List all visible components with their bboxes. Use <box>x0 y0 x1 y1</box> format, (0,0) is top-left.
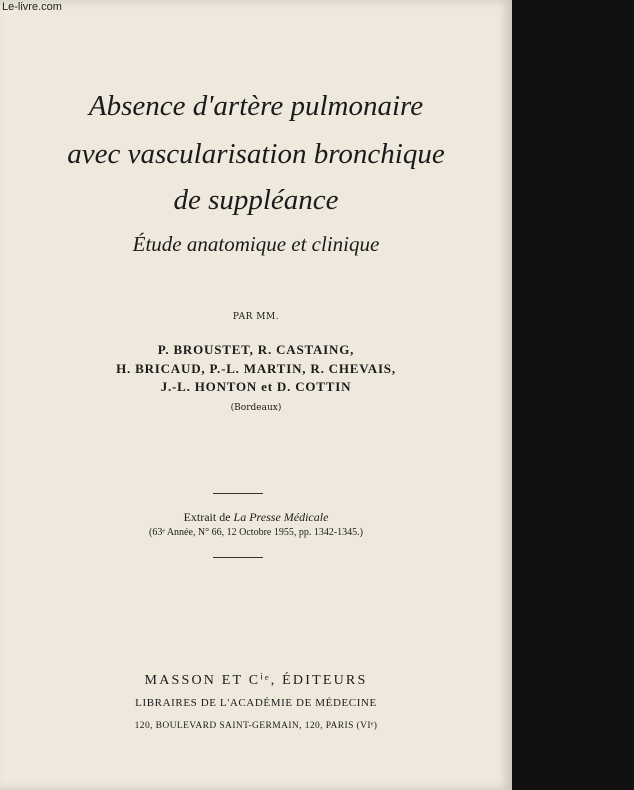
subtitle: Étude anatomique et clinique <box>132 232 380 256</box>
extract-details: (63ᵉ Année, N° 66, 12 Octobre 1955, pp. 1342-1345.) <box>148 527 364 538</box>
extract-prefix: Extrait de <box>183 510 234 524</box>
divider-top <box>213 493 263 494</box>
title-line-3: de suppléance <box>173 184 339 216</box>
authors-line-3: J.-L. HONTON et D. COTTIN <box>160 379 352 394</box>
publisher-name: MASSON ET Cⁱᵉ, ÉDITEURS <box>144 673 368 688</box>
authors-line-2: H. BRICAUD, P.-L. MARTIN, R. CHEVAIS, <box>116 361 396 376</box>
authors-line-1: P. BROUSTET, R. CASTAING, <box>157 342 355 357</box>
byline: PAR MM. <box>232 312 280 322</box>
watermark: Le-livre.com <box>2 1 62 13</box>
extract-line <box>0 510 512 525</box>
divider-bottom <box>213 557 263 558</box>
publisher-address: 120, BOULEVARD SAINT-GERMAIN, 120, PARIS (VIᵉ) <box>134 721 378 731</box>
journal-name: La Presse Médicale <box>233 510 329 524</box>
publisher-subtitle: LIBRAIRES DE L'ACADÉMIE DE MÉDECINE <box>135 697 377 709</box>
title-line-1: Absence d'artère pulmonaire <box>88 90 424 122</box>
author-location: (Bordeaux) <box>230 403 282 413</box>
title-line-2: avec vascularisation bronchique <box>67 138 445 170</box>
